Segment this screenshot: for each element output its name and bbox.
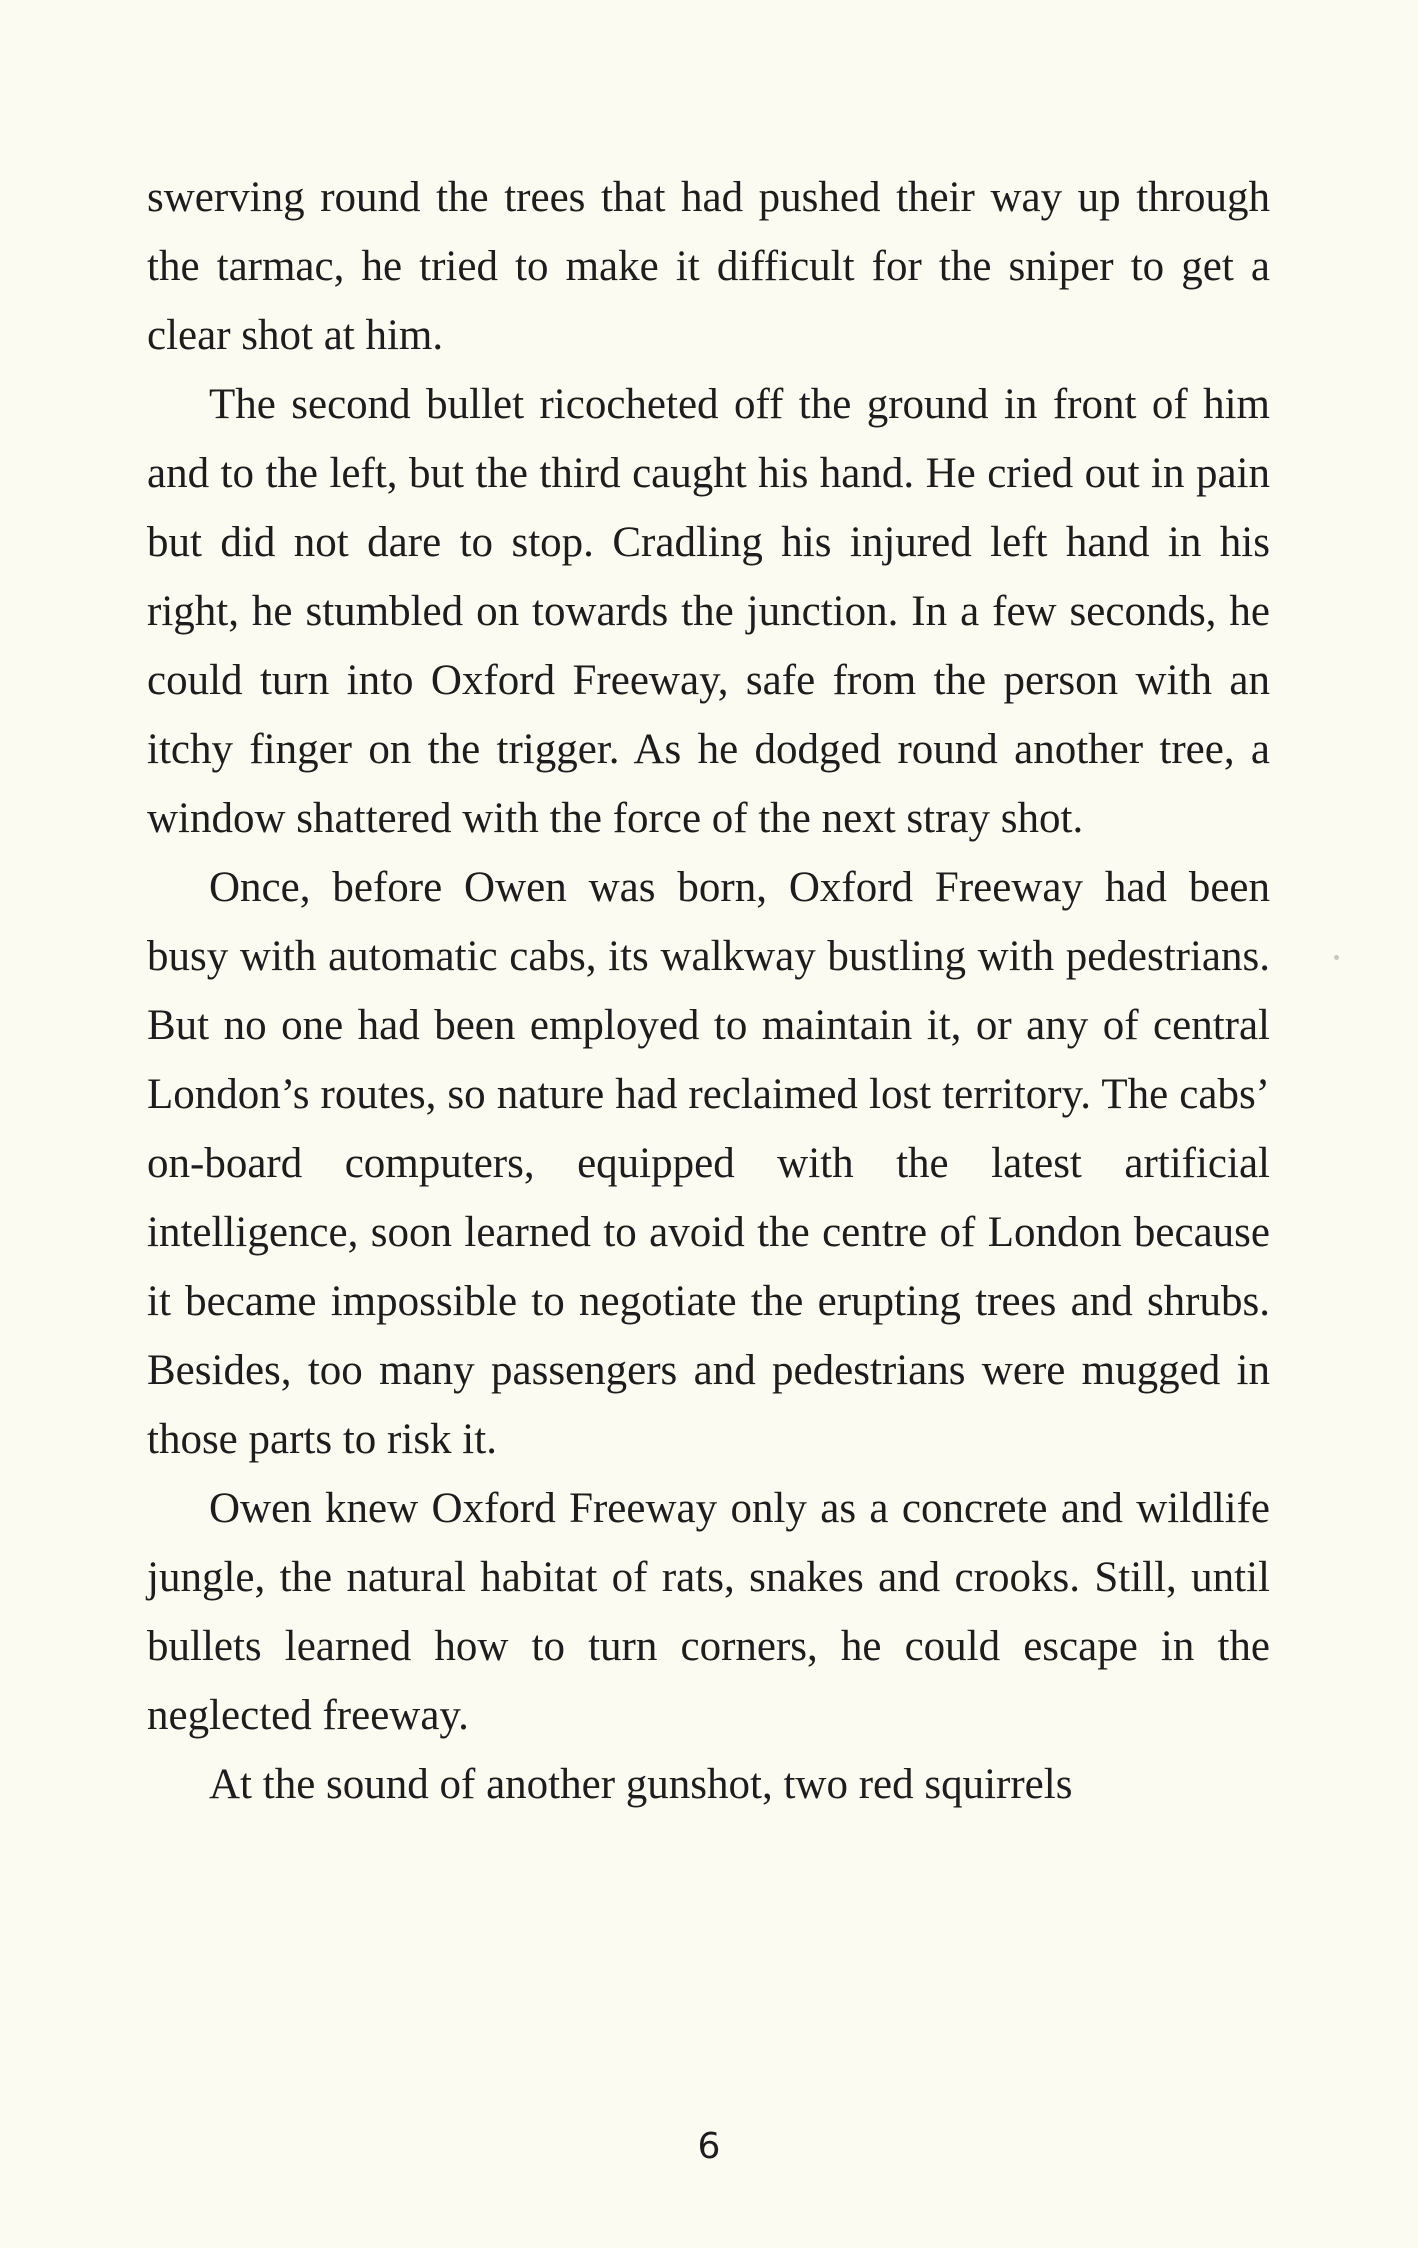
page-number: 6 — [697, 2126, 721, 2167]
paper-speck — [1334, 955, 1339, 960]
paragraph-3: Once, before Owen was born, Oxford Freeway had been busy with automatic cabs, its walkway bustling with pedestrians. But no one had been employed to maintain it, or any of central London’s routes, so nature had reclaimed lost territory. The cabs’ on-board computers, equipped with the latest artificial intelligence, soon learned to avoid the centre of London because it became impossible to negotiate the erupting trees and shrubs. Besides, too many passengers and pedestrians were mugged in those parts to risk it. — [147, 864, 1270, 1463]
paragraph-4: Owen knew Oxford Freeway only as a concrete and wildlife jungle, the natural habitat of rats, snakes and crooks. Still, until bullets learned how to turn corners, he could escape in the neglected freeway. — [147, 1485, 1270, 1739]
paragraph-1: swerving round the trees that had pushed their way up through the tarmac, he tried to make it difficult for the sniper to get a clear shot at him. — [147, 174, 1270, 359]
body-text — [147, 163, 1270, 1819]
paragraph-2: The second bullet ricocheted off the ground in front of him and to the left, but the third caught his hand. He cried out in pain but did not dare to stop. Cradling his injured left hand in his right, he stumbled on towards the junction. In a few seconds, he could turn into Oxford Freeway, safe from the person with an itchy finger on the trigger. As he dodged round another tree, a window shattered with the force of the next stray shot. — [147, 381, 1270, 842]
paragraph-5: At the sound of another gunshot, two red squirrels — [209, 1761, 1073, 1808]
